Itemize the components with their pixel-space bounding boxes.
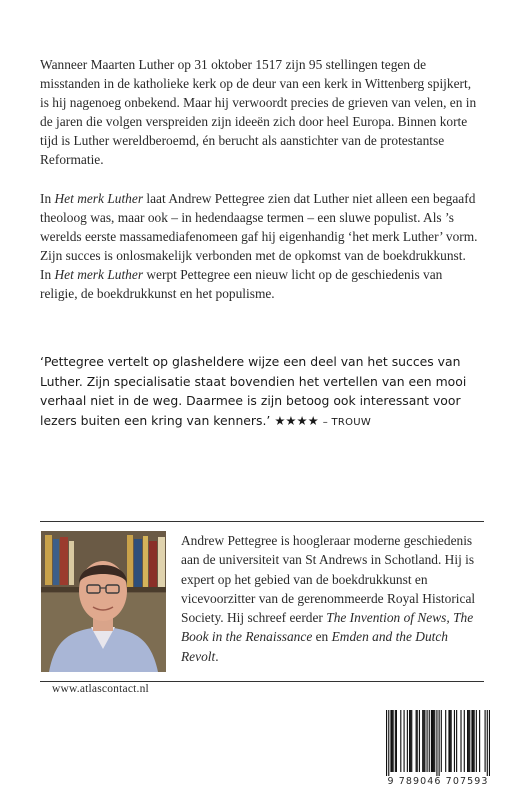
barcode-bar bbox=[395, 710, 396, 772]
blurb-paragraph-2 bbox=[40, 189, 480, 304]
barcode-bar bbox=[434, 710, 435, 772]
barcode-bar bbox=[409, 710, 410, 772]
barcode-bar bbox=[400, 710, 401, 772]
isbn-number: 9 789046 707593 bbox=[387, 776, 489, 787]
barcode-bar bbox=[441, 710, 442, 772]
barcode-bar bbox=[396, 710, 397, 772]
barcode-bar bbox=[431, 710, 432, 772]
barcode-bar bbox=[386, 710, 387, 778]
barcode-bar bbox=[423, 710, 424, 772]
rating-stars: ★★★★ bbox=[274, 412, 319, 428]
barcode-bar bbox=[476, 710, 477, 772]
barcode-bar bbox=[485, 710, 486, 772]
back-cover-blurb bbox=[40, 55, 480, 322]
barcode-bars bbox=[386, 710, 490, 778]
press-quote bbox=[40, 352, 480, 432]
bio-text-1: Andrew Pettegree is hoogleraar moderne geschiedenis aan de universiteit van St Andrews in Schotland. Hij is expert op het gebied van de boekdrukkunst en vicevoorzitter van de gerenommeerde Royal Historical Society. Hij schreef eerder bbox=[181, 533, 476, 626]
barcode-bar bbox=[390, 710, 391, 772]
barcode-bar bbox=[424, 710, 425, 772]
author-photo bbox=[41, 531, 166, 672]
blurb-p2-text-2: laat Andrew Pettegree zien dat Luther niet alleen een begaafd theoloog was, maar ook – in hedendaagse termen – een sluwe populist. Als ’s werelds eerste massamediafenomeen gaf hij eigenhandig ‘het merk Luther’ vorm. Zijn succes is onlosmakelijk verbonden met de opkomst van de boekdrukkunst. In bbox=[40, 190, 478, 282]
barcode-bar bbox=[432, 710, 433, 772]
barcode-bar bbox=[436, 710, 437, 778]
barcode-bar bbox=[429, 710, 430, 772]
barcode-bar bbox=[471, 710, 472, 772]
author-portrait-image bbox=[41, 531, 166, 672]
barcode-bar bbox=[467, 710, 468, 772]
book-title-italic: Het merk Luther bbox=[54, 266, 144, 282]
barcode-bar bbox=[422, 710, 423, 772]
barcode-bar bbox=[448, 710, 449, 772]
book-title-italic: The Invention of News, The Book in the Renaissance bbox=[181, 610, 474, 645]
barcode-bar bbox=[460, 710, 461, 772]
book-title-italic: Emden and the Dutch Revolt bbox=[181, 629, 449, 664]
divider-top bbox=[40, 521, 484, 522]
blurb-p2-text-3: werpt Pettegree een nieuw licht op de geschiedenis van religie, de boekdrukkunst en het populisme. bbox=[40, 266, 443, 302]
barcode-bar bbox=[454, 710, 455, 772]
barcode-bar bbox=[439, 710, 440, 778]
barcode-bar bbox=[469, 710, 470, 772]
barcode-bar bbox=[449, 710, 450, 772]
publisher-website: www.atlascontact.nl bbox=[52, 683, 149, 695]
barcode-bar bbox=[410, 710, 411, 772]
blurb-paragraph-1: Wanneer Maarten Luther op 31 oktober 1517 zijn 95 stellingen tegen de misstanden in de katholieke kerk op de deur van een kerk in Wittenberg spijkert, is hij nagenoeg onbekend. Maar hij verwoordt precies de grieven van velen, en in de jaren die volgen verspreiden zijn ideeën zich door heel Europa. Binnen korte tijd is Luther wereldberoemd, én berucht als aanstichter van de protestantse Reformatie. bbox=[40, 57, 477, 168]
barcode-bar bbox=[417, 710, 418, 772]
barcode-bar bbox=[404, 710, 405, 772]
barcode-bar bbox=[391, 710, 392, 772]
author-bio bbox=[181, 531, 486, 666]
barcode-bar bbox=[472, 710, 473, 772]
barcode-bar bbox=[464, 710, 465, 772]
blurb-p2-text-1: In bbox=[40, 190, 55, 206]
bio-text-3: . bbox=[215, 648, 219, 664]
barcode-bar bbox=[479, 710, 480, 772]
barcode-bar bbox=[474, 710, 475, 772]
isbn-barcode bbox=[386, 710, 490, 790]
book-title-italic: Het merk Luther bbox=[54, 190, 144, 206]
barcode-bar bbox=[393, 710, 394, 772]
barcode-bar bbox=[427, 710, 428, 772]
divider-bottom bbox=[40, 681, 484, 682]
bio-text-2: en bbox=[312, 629, 332, 645]
barcode-bar bbox=[445, 710, 446, 772]
barcode-bar bbox=[411, 710, 412, 772]
barcode-bar bbox=[489, 710, 490, 778]
barcode-bar bbox=[468, 710, 469, 772]
barcode-bar bbox=[419, 710, 420, 772]
barcode-bar bbox=[407, 710, 408, 772]
barcode-bar bbox=[487, 710, 488, 778]
barcode-bar bbox=[451, 710, 452, 772]
quote-text: ‘Pettegree vertelt op glasheldere wijze een deel van het succes van Luther. Zijn specialisatie staat bovendien het vertellen van een mooi verhaal niet in de weg. Daarmee is zijn betoog ook interessant voor lezers buiten een kring van kenners.’ bbox=[40, 354, 467, 428]
barcode-bar bbox=[388, 710, 389, 778]
barcode-bar bbox=[416, 710, 417, 772]
quote-source: – TROUW bbox=[322, 416, 372, 428]
barcode-bar bbox=[433, 710, 434, 772]
barcode-bar bbox=[456, 710, 457, 772]
